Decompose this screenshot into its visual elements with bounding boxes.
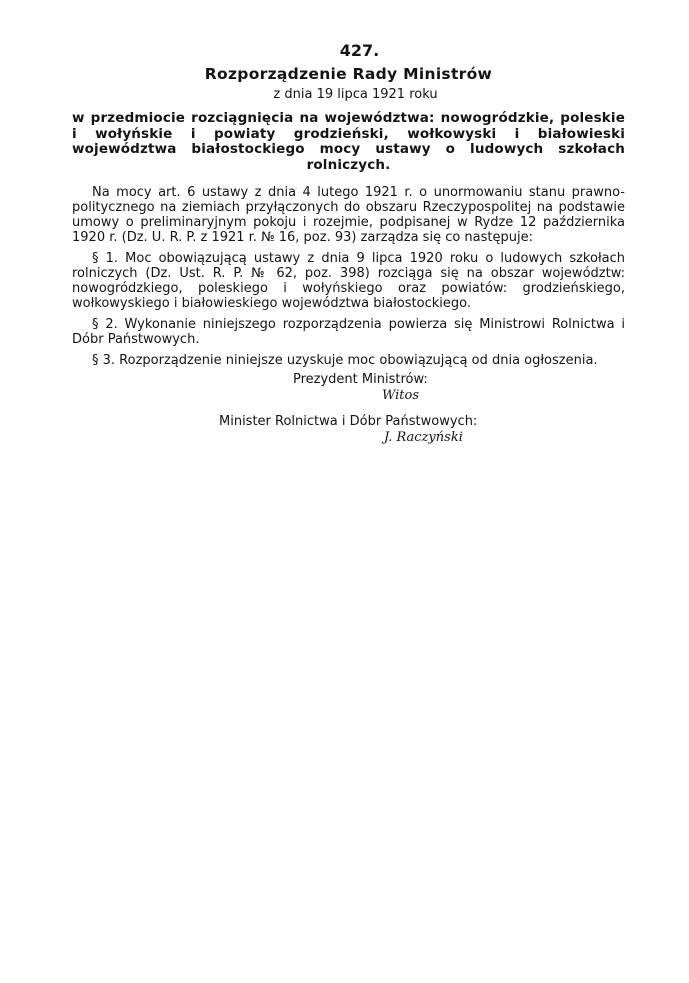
document-title: Rozporządzenie Rady Ministrów: [204, 65, 493, 83]
document-page: [72, 40, 625, 446]
preamble-paragraph: Na mocy art. 6 ustawy z dnia 4 lutego 1921 r. o unormowaniu stanu prawno-politycznego na ziemiach przyłączonych do obszaru Rzeczypospolitej na podstawie umowy o preliminaryjnym pokoju i rozejmie, podpisanej w Rydze 12 października 1920 r. (Dz. U. R. P. z 1921 r. № 16, poz. 93) zarządza się co następuje:: [72, 185, 625, 245]
signature-name: J. Raczyński: [384, 430, 463, 445]
signature-block-prime-minister: [72, 372, 625, 404]
paragraph-3: § 3. Rozporządzenie niniejsze uzyskuje moc obowiązującą od dnia ogłoszenia.: [92, 353, 598, 368]
signature-name: Witos: [382, 388, 420, 403]
document-number: 427.: [339, 41, 380, 60]
paragraph-1: § 1. Moc obowiązującą ustawy z dnia 9 lipca 1920 roku o ludowych szkołach rolniczych (Dz. Ust. R. P. № 62, poz. 398) rozciąga się na obszar województw: nowogródzkiego, poleskiego i wołyńskiego oraz powiatów: grodzieńskiego, wołkowyskiego i białowieskiego województwa białostockiego.: [72, 251, 625, 311]
document-subject: w przedmiocie rozciągnięcia na województwa: nowogródzkie, poleskie i wołyńskie i powiaty grodzieński, wołkowyski i białowieski województwa białostockiego mocy ustawy o ludowych szkołach rolniczych.: [72, 110, 625, 173]
signature-title: Prezydent Ministrów:: [293, 372, 428, 387]
document-body: [72, 185, 625, 368]
signature-block-minister-agriculture: [72, 414, 625, 446]
document-date: z dnia 19 lipca 1921 roku: [273, 87, 438, 102]
paragraph-2: § 2. Wykonanie niniejszego rozporządzenia powierza się Ministrowi Rolnictwa i Dóbr Państwowych.: [72, 317, 625, 347]
signature-title: Minister Rolnictwa i Dóbr Państwowych:: [219, 414, 478, 429]
